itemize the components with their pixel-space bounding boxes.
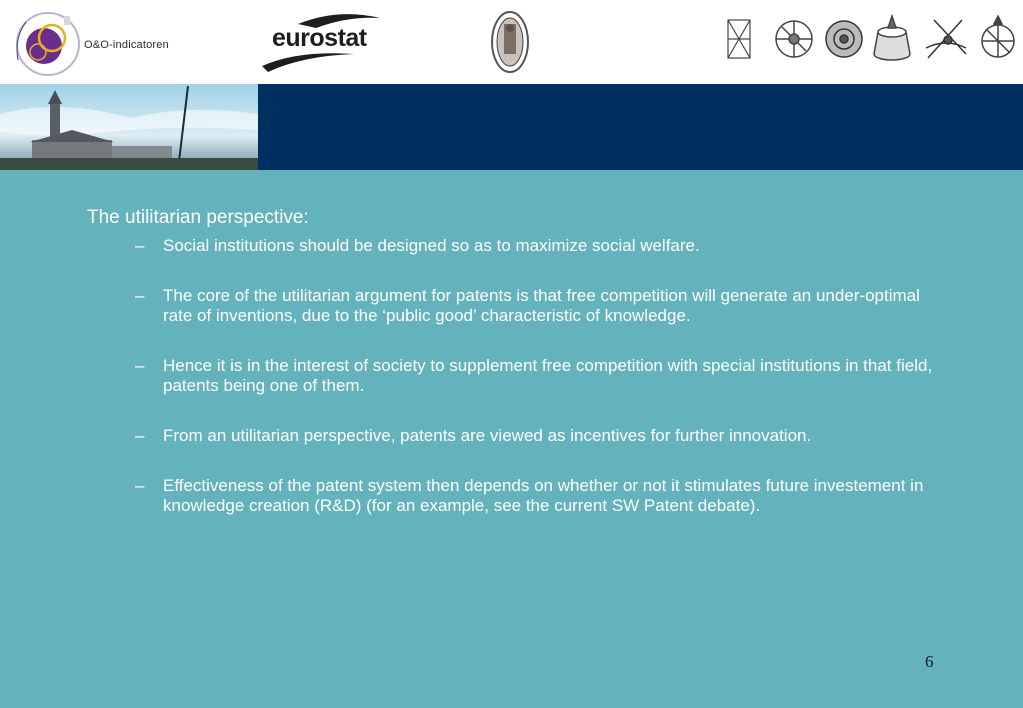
list-item-text: Effectiveness of the patent system then depends on whether or not it stimulates future investement in knowledge creation (R&D) (for an example, see the current SW Patent debate). <box>163 476 924 515</box>
wheel-icon <box>776 21 812 57</box>
list-item <box>135 236 935 256</box>
bullet-dash: – <box>135 286 145 305</box>
page-number: 6 <box>925 652 934 671</box>
slide-header <box>0 0 1023 84</box>
list-item-text: The core of the utilitarian argument for patents is that free competition will generate an under-optimal rate of inventions, due to the ‘public good’ characteristic of knowledge. <box>163 286 920 325</box>
compass-tools-icon <box>926 20 966 58</box>
list-item-text: Hence it is in the interest of society to supplement free competition with special institutions in that field, patents being one of them. <box>163 356 933 395</box>
university-seal-icon <box>490 10 530 74</box>
bullet-dash: – <box>135 476 145 495</box>
list-item <box>135 426 935 446</box>
list-item <box>135 356 935 396</box>
astrolabe-icon <box>982 16 1014 57</box>
list-item <box>135 286 935 326</box>
banner-bar <box>0 84 1023 170</box>
bullet-dash: – <box>135 236 145 255</box>
list-item-text: Social institutions should be designed so as to maximize social welfare. <box>163 236 700 255</box>
bullet-dash: – <box>135 356 145 375</box>
bullet-dash: – <box>135 426 145 445</box>
bullet-list <box>135 236 935 546</box>
slide-title: The utilitarian perspective: <box>87 207 309 228</box>
city-skyline-photo <box>0 84 258 170</box>
historical-engravings <box>722 14 1022 64</box>
geometric-figure-icon <box>728 20 750 58</box>
rosette-icon <box>826 21 862 57</box>
drum-icon <box>874 16 910 60</box>
list-item <box>135 476 935 516</box>
od-logo-text: O&O-indicatoren <box>84 39 169 51</box>
eurostat-logo-text: eurostat <box>272 24 367 52</box>
list-item-text: From an utilitarian perspective, patents are viewed as incentives for further innovation. <box>163 426 812 445</box>
